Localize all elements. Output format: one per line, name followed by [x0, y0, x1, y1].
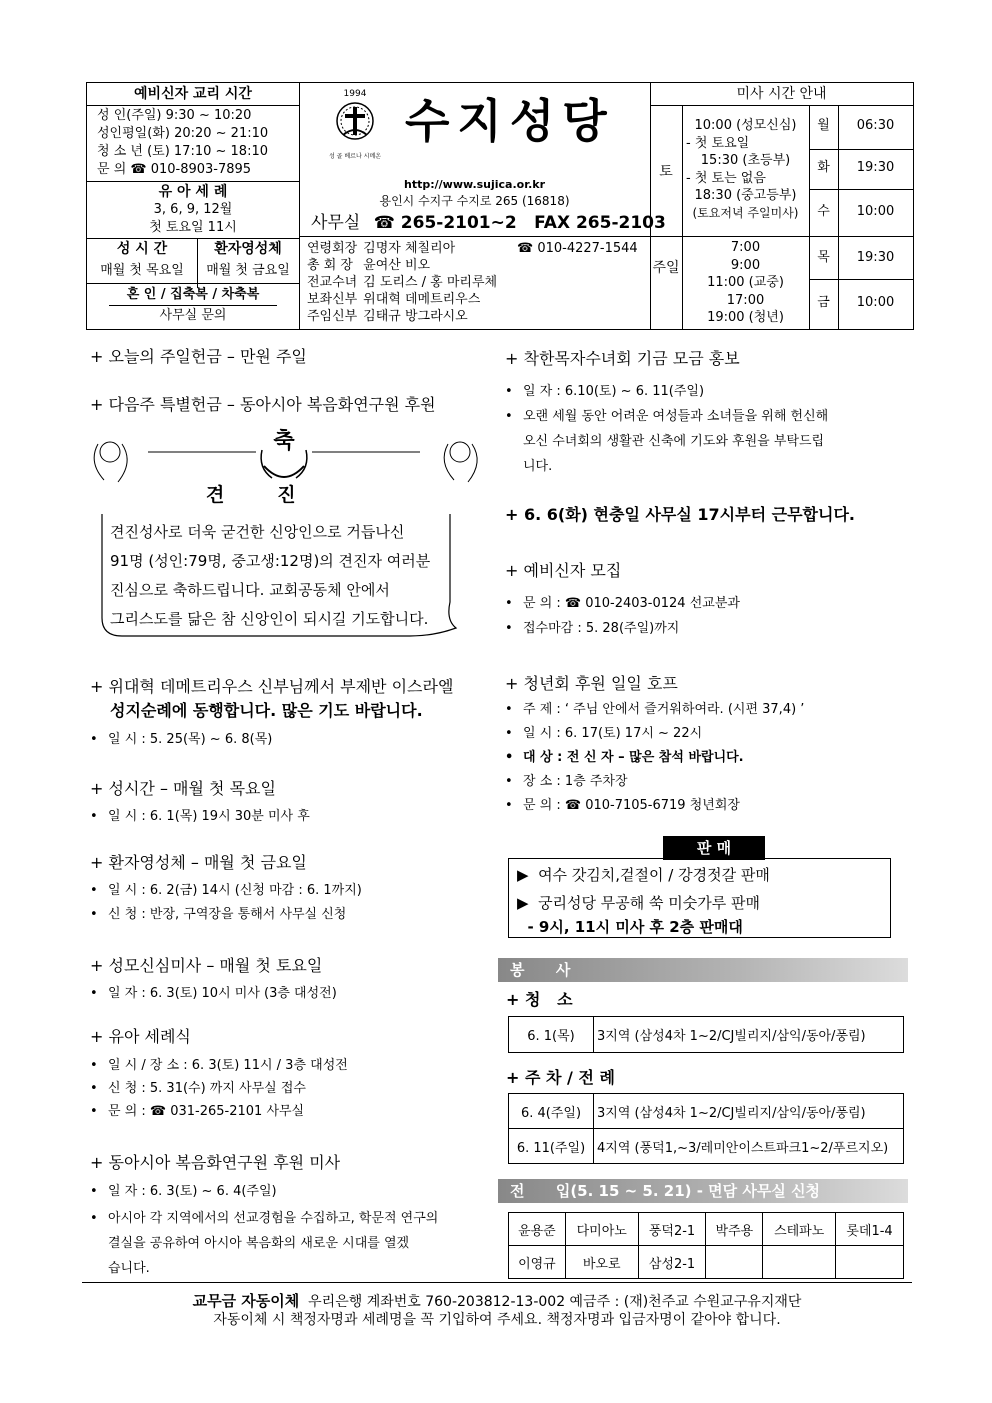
divider	[87, 105, 299, 106]
weekday-time: 10:00	[856, 204, 895, 219]
table-cell: 6. 1(목)	[509, 1017, 594, 1053]
divider	[809, 236, 913, 237]
para-line: • 오랜 세월 동안 어려운 여성들과 소녀들을 위해 헌신해	[505, 409, 829, 424]
cleaning-title: + 청 소	[506, 990, 573, 1009]
church-url[interactable]: http://www.sujica.or.kr	[404, 178, 545, 191]
para-text: 오랜 세월 동안 어려운 여성들과 소녀들을 위해 헌신해	[523, 409, 829, 424]
bullet-paragraph	[90, 1206, 490, 1281]
bullet-item: • 문 의 : ☎ 010-2403-0124 선교분과	[505, 592, 740, 616]
staff-name: 위대혁 데메트리우스	[363, 292, 481, 307]
table-row	[509, 1246, 904, 1279]
table-cell: 삼성2-1	[638, 1246, 706, 1279]
para-line: 오신 수녀회의 생활관 신축에 기도와 후원을 부탁드립	[523, 434, 825, 449]
office-contact	[311, 211, 666, 235]
service-bar: 봉 사	[498, 958, 908, 982]
weekday-label: 수	[817, 204, 830, 219]
section-youth-hof: + 청년회 후원 일일 호프	[505, 674, 678, 693]
congrats-message	[110, 518, 430, 634]
parking-table	[508, 1093, 904, 1164]
sun-line: 9:00	[730, 257, 761, 273]
cleaning-table	[508, 1016, 904, 1053]
divider	[87, 181, 299, 182]
staff-role: 보좌신부	[307, 292, 358, 307]
bullet-item: • 일 자 : 6.10(토) ~ 6. 11(주일)	[505, 380, 704, 404]
table-cell: 박주용	[706, 1213, 763, 1246]
weekday-time: 19:30	[856, 160, 895, 175]
sun-line: 19:00 (청년)	[707, 310, 784, 325]
congrats-line: 진심으로 축하드립니다. 교회공동체 안에서	[110, 581, 390, 599]
bullet-paragraph	[505, 404, 910, 479]
weekday-time: 19:30	[856, 250, 895, 265]
weekday-label: 월	[817, 118, 830, 133]
church-name: 수지성당	[405, 94, 615, 148]
table-cell	[763, 1246, 836, 1279]
bullet-item: • 대 상 : 전 신 자 – 많은 참석 바랍니다.	[505, 746, 744, 770]
parking-title: + 주 차 / 전 례	[506, 1068, 615, 1087]
catechism-lines	[97, 107, 268, 179]
section-memorial-day: + 6. 6(화) 현충일 사무실 17시부터 근무합니다.	[505, 505, 855, 524]
bullet-item: • 일 시 : 6. 1(목) 19시 30분 미사 후	[90, 805, 310, 829]
staff-row	[307, 257, 647, 274]
table-cell	[706, 1246, 763, 1279]
bullet-item: • 일 자 : 6. 3(토) 10시 미사 (3층 대성전)	[90, 982, 337, 1006]
table-cell: 6. 11(주일)	[509, 1129, 594, 1164]
logo-patron: 성 골 베르나 시메온	[328, 153, 382, 160]
staff-name: 김명자 체칠리아	[363, 241, 456, 256]
cross-logo-icon	[325, 99, 385, 149]
section-special-offering: + 다음주 특별헌금 – 동아시아 복음화연구원 후원	[90, 395, 436, 414]
section-pilgrimage: + 위대혁 데메트리우스 신부님께서 부제반 이스라엘	[90, 677, 454, 696]
footer-autopay-label: 교무금 자동이체	[192, 1292, 300, 1310]
table-cell: 이영규	[509, 1246, 566, 1279]
church-logo	[325, 89, 385, 159]
section-offering: + 오늘의 주일헌금 – 만원 주일	[90, 347, 307, 366]
sale-line: ▶ 여수 갓김치,겉절이 / 강경젓갈 판매	[517, 866, 770, 884]
table-row	[509, 1094, 904, 1129]
section-sisters-fundraising: + 착한목자수녀회 기금 모금 홍보	[505, 349, 740, 368]
divider	[809, 279, 913, 280]
divider	[809, 189, 913, 190]
table-cell: 스테파노	[763, 1213, 836, 1246]
staff-row	[307, 308, 647, 325]
bullet-item: • 장 소 : 1층 주차장	[505, 770, 628, 794]
sale-box	[508, 858, 891, 938]
sat-line: 18:30 (중고등부)	[694, 188, 797, 203]
sun-line: 11:00 (교중)	[707, 275, 784, 290]
table-cell: 윤용준	[509, 1213, 566, 1246]
para-line: 니다.	[523, 459, 553, 474]
footer-line-1	[82, 1292, 912, 1311]
bullet-item: • 문 의 : ☎ 010-7105-6719 청년회장	[505, 794, 740, 818]
office-fax: FAX 265-2103	[534, 213, 666, 233]
table-cell: 4지역 (풍덕1,~3/레미안이스트파크1~2/푸르지오)	[594, 1129, 904, 1164]
office-label: 사무실	[311, 213, 361, 233]
footer-account: 우리은행 계좌번호 760-203812-13-002 예금주 : (재)천주교 수원교구유지재단	[299, 1294, 802, 1310]
congrats-title: 견 진	[206, 484, 296, 506]
bullet-item: • 일 시 / 장 소 : 6. 3(토) 11시 / 3층 대성전	[90, 1054, 348, 1078]
sun-label: 주일	[652, 260, 680, 276]
bullet-item: • 접수마감 : 5. 28(주일)까지	[505, 617, 679, 641]
sun-line: 7:00	[730, 240, 761, 255]
adoration-text: 매월 첫 목요일	[100, 263, 184, 278]
sick-text: 매월 첫 금요일	[206, 263, 290, 278]
congrats-line: 91명 (성인:79명, 중고생:12명)의 견진자 여러분	[110, 552, 431, 570]
staff-row	[307, 274, 647, 291]
sat-line: - 첫 토요일	[686, 135, 750, 151]
bullet-item: • 일 시 : 5. 25(목) ~ 6. 8(목)	[90, 728, 272, 752]
catechism-line: 성인평일(화) 20:20 ~ 21:10	[97, 126, 269, 141]
weekday-label: 목	[817, 250, 830, 265]
weekday-time: 06:30	[856, 118, 895, 133]
catechism-title: 예비신자 교리 시간	[134, 86, 252, 102]
table-row	[509, 1017, 904, 1053]
staff-role: 전교수녀	[307, 275, 358, 290]
catechism-line: 성 인(주일) 9:30 ~ 10:20	[97, 108, 252, 123]
table-cell: 롯데1-4	[836, 1213, 904, 1246]
divider	[650, 83, 651, 329]
move-in-bar: 전 입(5. 15 ~ 5. 21) - 면담 사무실 신청	[498, 1179, 908, 1203]
catechism-line: 청 소 년 (토) 17:10 ~ 18:10	[97, 144, 268, 159]
table-cell: 6. 4(주일)	[509, 1094, 594, 1129]
table-cell: 3지역 (삼성4차 1~2/CJ빌리지/삼익/동아/풍림)	[594, 1094, 904, 1129]
table-row	[509, 1213, 904, 1246]
table-cell: 풍덕2-1	[638, 1213, 706, 1246]
infant-line: 첫 토요일 11시	[149, 220, 237, 235]
bullet-item: • 신 청 : 반장, 구역장을 통해서 사무실 신청	[90, 903, 346, 927]
bullet-item: • 일 시 : 6. 17(토) 17시 ~ 22시	[505, 722, 702, 746]
sick-title: 환자영성체	[214, 241, 282, 257]
congrats-line: 그리스도를 닮은 참 신앙인이 되시길 기도합니다.	[110, 610, 429, 628]
para-line: 습니다.	[108, 1261, 150, 1276]
church-address: 용인시 수지구 수지로 265 (16818)	[379, 194, 570, 208]
divider	[299, 236, 650, 237]
sat-label: 토	[659, 164, 673, 180]
section-pilgrimage-line2: 성지순례에 동행합니다. 많은 기도 바랍니다.	[110, 701, 423, 720]
congrats-card	[88, 422, 488, 662]
staff-phone: ☎ 010-4227-1544	[517, 241, 638, 256]
weekday-label: 화	[817, 160, 830, 175]
footer-line-2: 자동이체 시 책정자명과 세례명을 꼭 기입하여 주세요. 책정자명과 입금자명이 같아야 합니다.	[213, 1312, 781, 1328]
sat-line: (토요저녁 주일미사)	[692, 205, 799, 220]
section-marian-mass: + 성모신심미사 – 매월 첫 토요일	[90, 956, 323, 975]
logo-year: 1994	[343, 89, 367, 99]
staff-role: 총 회 장	[307, 258, 353, 273]
sun-line: 17:00	[726, 292, 765, 308]
para-text: 아시아 각 지역에서의 선교경험을 수집하고, 학문적 연구의	[108, 1211, 439, 1226]
weekday-label: 금	[817, 295, 830, 310]
para-line: 결실을 공유하여 아시아 복음화의 새로운 시대를 열겠	[108, 1236, 410, 1251]
sun-schedule	[682, 239, 809, 327]
section-catechumen: + 예비신자 모집	[505, 561, 622, 580]
section-holy-hour: + 성시간 – 매월 첫 목요일	[90, 779, 276, 798]
staff-name: 김 도리스 / 홍 마리루체	[363, 275, 498, 290]
weekday-time: 10:00	[856, 295, 895, 310]
bullet-item: • 일 자 : 6. 3(토) ~ 6. 4(주일)	[90, 1180, 277, 1204]
bullet-item: • 신 청 : 5. 31(수) 까지 사무실 접수	[90, 1077, 306, 1101]
sale-title: 판 매	[663, 836, 765, 860]
divider	[809, 149, 913, 150]
divider	[650, 105, 913, 106]
sat-line: - 첫 토는 없음	[686, 170, 766, 186]
catechism-line: 문 의 ☎ 010-8903-7895	[97, 162, 252, 177]
infant-title: 유 아 세 례	[158, 184, 228, 200]
sale-line: ▶ 궁리성당 무공해 쑥 미숫가루 판매	[517, 894, 761, 912]
table-row	[509, 1129, 904, 1164]
congrats-line: 견진성사로 더욱 굳건한 신앙인으로 거듭나신	[110, 523, 405, 541]
mass-title: 미사 시간 안내	[736, 86, 827, 102]
infant-line: 3, 6, 9, 12월	[153, 202, 233, 217]
congrats-symbol: 축	[273, 429, 295, 454]
sat-line: 10:00 (성모신심)	[694, 118, 797, 133]
sat-line: 15:30 (초등부)	[700, 153, 791, 168]
bullet-item: • 문 의 : ☎ 031-265-2101 사무실	[90, 1100, 304, 1124]
adoration-title: 성 시 간	[116, 241, 168, 257]
table-cell: 다미아노	[565, 1213, 638, 1246]
para-line: • 아시아 각 지역에서의 선교경험을 수집하고, 학문적 연구의	[90, 1211, 439, 1226]
bullet-item: • 주 제 : ‘ 주님 안에서 즐거워하여라. (시편 37,4) ’	[505, 698, 804, 722]
staff-row	[307, 291, 647, 308]
staff-name: 김태규 방그라시오	[363, 309, 468, 324]
section-east-asia-mass: + 동아시아 복음화연구원 후원 미사	[90, 1153, 341, 1172]
staff-name: 윤여산 비오	[363, 258, 431, 273]
section-sick-communion: + 환자영성체 – 매월 첫 금요일	[90, 853, 307, 872]
move-in-table	[508, 1212, 904, 1279]
staff-role: 주임신부	[307, 309, 358, 324]
bullet-item: • 일 시 : 6. 2(금) 14시 (신청 마감 : 6. 1까지)	[90, 879, 362, 903]
wedding-title: 혼 인 / 집축복 / 차축복	[126, 287, 260, 302]
header-box	[86, 82, 914, 330]
sale-line: - 9시, 11시 미사 후 2층 판매대	[517, 918, 743, 936]
office-phone: ☎ 265-2101~2	[373, 213, 517, 233]
infant-lines	[87, 201, 299, 237]
staff-role: 연령회장	[307, 241, 358, 256]
table-cell: 바오로	[565, 1246, 638, 1279]
table-cell: 3지역 (삼성4차 1~2/CJ빌리지/삼익/동아/풍림)	[594, 1017, 904, 1053]
footer-divider	[82, 1282, 912, 1283]
wedding-text: 사무실 문의	[159, 308, 227, 323]
section-infant-baptism: + 유아 세례식	[90, 1027, 191, 1046]
sat-schedule	[682, 117, 809, 222]
divider	[87, 283, 299, 284]
table-cell	[836, 1246, 904, 1279]
